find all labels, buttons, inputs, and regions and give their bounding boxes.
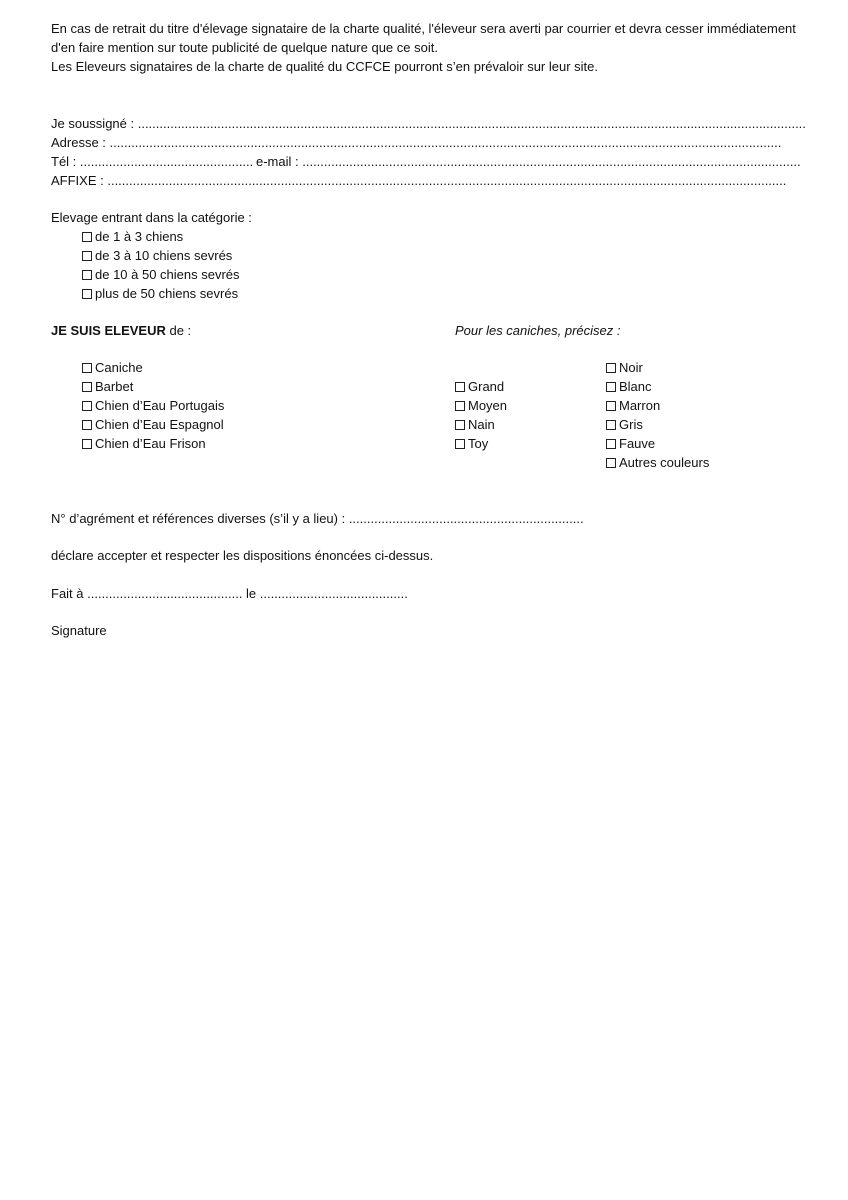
categorie-label: Elevage entrant dans la catégorie : bbox=[51, 210, 252, 225]
checkbox-icon[interactable] bbox=[455, 382, 465, 392]
checkbox-icon[interactable] bbox=[606, 420, 616, 430]
checkbox-icon[interactable] bbox=[606, 363, 616, 373]
affixe-field[interactable]: AFFIXE : ............................................................................................................................................................................................ bbox=[51, 173, 787, 188]
fait-a-field[interactable]: Fait à ........................................... bbox=[51, 586, 243, 601]
email-field[interactable]: e-mail : .......................................................................................................................................... bbox=[256, 154, 801, 169]
intro-line-2: d'en faire mention sur toute publicité de quelque nature que ce soit. bbox=[51, 40, 438, 55]
categorie-option[interactable]: de 3 à 10 chiens sevrés bbox=[82, 246, 232, 265]
signature-label: Signature bbox=[51, 623, 107, 638]
checkbox-icon[interactable] bbox=[606, 382, 616, 392]
checkbox-icon[interactable] bbox=[82, 270, 92, 280]
intro-line-3: Les Eleveurs signataires de la charte de qualité du CCFCE pourront s’en prévaloir sur leur site. bbox=[51, 59, 598, 74]
couleur-option[interactable]: Marron bbox=[606, 396, 660, 415]
race-option[interactable]: Barbet bbox=[82, 377, 133, 396]
checkbox-icon[interactable] bbox=[82, 251, 92, 261]
checkbox-icon[interactable] bbox=[82, 401, 92, 411]
soussigne-field[interactable]: Je soussigné : ......................................................................................................................................................................................... bbox=[51, 116, 806, 131]
eleveur-label: JE SUIS ELEVEUR de : bbox=[51, 323, 192, 338]
categorie-option[interactable]: de 10 à 50 chiens sevrés bbox=[82, 265, 240, 284]
checkbox-icon[interactable] bbox=[82, 232, 92, 242]
couleur-option[interactable]: Gris bbox=[606, 415, 643, 434]
checkbox-icon[interactable] bbox=[82, 363, 92, 373]
couleur-option[interactable]: Blanc bbox=[606, 377, 652, 396]
agrement-field[interactable]: N° d’agrément et références diverses (s’il y a lieu) : ................................................................. bbox=[51, 511, 584, 526]
checkbox-icon[interactable] bbox=[82, 289, 92, 299]
checkbox-icon[interactable] bbox=[82, 420, 92, 430]
declaration-text: déclare accepter et respecter les dispositions énoncées ci-dessus. bbox=[51, 548, 434, 563]
taille-option[interactable]: Moyen bbox=[455, 396, 507, 415]
checkbox-icon[interactable] bbox=[82, 382, 92, 392]
checkbox-icon[interactable] bbox=[82, 439, 92, 449]
taille-option[interactable]: Grand bbox=[455, 377, 504, 396]
couleur-option[interactable]: Noir bbox=[606, 358, 643, 377]
race-option[interactable]: Caniche bbox=[82, 358, 143, 377]
intro-line-1: En cas de retrait du titre d'élevage signataire de la charte qualité, l'éleveur sera averti par courrier et devra cesser immédiatement bbox=[51, 21, 796, 36]
date-field[interactable]: le ......................................... bbox=[246, 586, 408, 601]
taille-option[interactable]: Toy bbox=[455, 434, 488, 453]
taille-option[interactable]: Nain bbox=[455, 415, 495, 434]
tel-field[interactable]: Tél : ................................................ bbox=[51, 154, 254, 169]
intro-paragraph bbox=[51, 19, 801, 76]
checkbox-icon[interactable] bbox=[455, 420, 465, 430]
checkbox-icon[interactable] bbox=[606, 401, 616, 411]
checkbox-icon[interactable] bbox=[606, 458, 616, 468]
couleur-option[interactable]: Fauve bbox=[606, 434, 655, 453]
race-option[interactable]: Chien d’Eau Portugais bbox=[82, 396, 224, 415]
race-option[interactable]: Chien d’Eau Frison bbox=[82, 434, 206, 453]
categorie-option[interactable]: plus de 50 chiens sevrés bbox=[82, 284, 238, 303]
checkbox-icon[interactable] bbox=[606, 439, 616, 449]
race-option[interactable]: Chien d’Eau Espagnol bbox=[82, 415, 224, 434]
caniches-label: Pour les caniches, précisez : bbox=[455, 323, 621, 338]
checkbox-icon[interactable] bbox=[455, 401, 465, 411]
categorie-option[interactable]: de 1 à 3 chiens bbox=[82, 227, 183, 246]
checkbox-icon[interactable] bbox=[455, 439, 465, 449]
adresse-field[interactable]: Adresse : .......................................................................................................................................................................................... bbox=[51, 135, 782, 150]
couleur-option[interactable]: Autres couleurs bbox=[606, 453, 709, 472]
